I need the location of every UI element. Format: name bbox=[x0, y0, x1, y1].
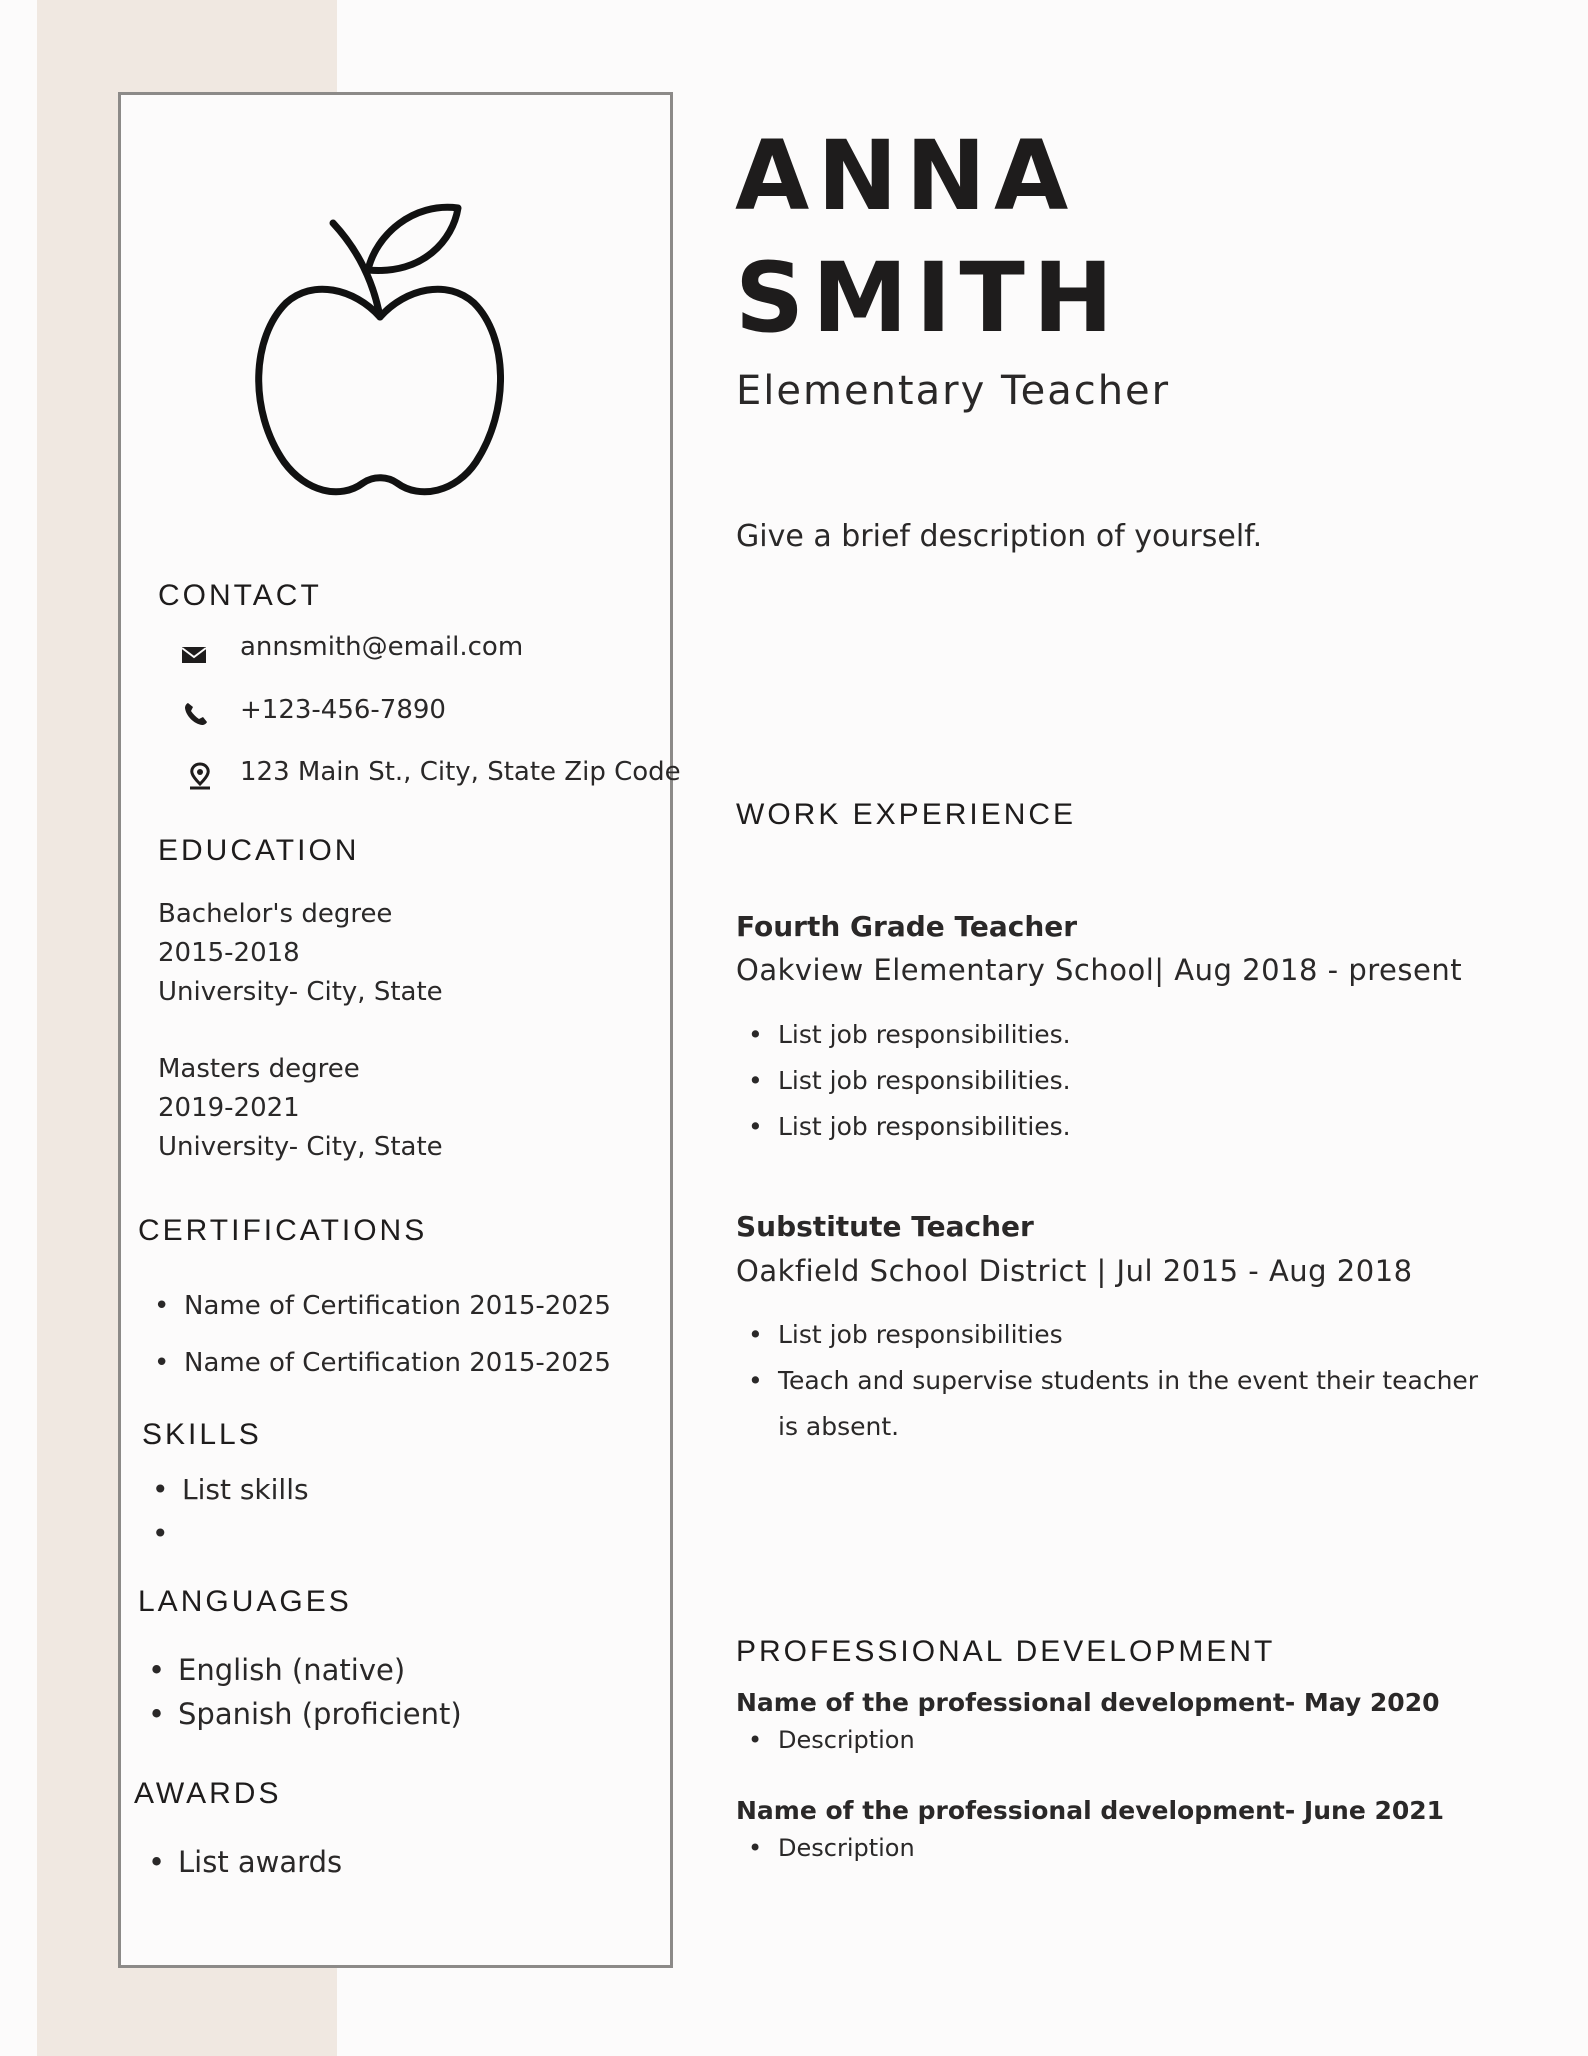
pd-item-name: Name of the professional development- June 2021 bbox=[736, 1796, 1445, 1825]
last-name: SMITH bbox=[735, 242, 1122, 354]
list-item: • List job responsibilities bbox=[748, 1312, 1478, 1358]
education-years: 2015-2018 bbox=[158, 938, 300, 968]
languages-title: LANGUAGES bbox=[138, 1585, 352, 1618]
education-years: 2019-2021 bbox=[158, 1093, 300, 1123]
professional-development-title: PROFESSIONAL DEVELOPMENT bbox=[736, 1635, 1276, 1668]
contact-phone[interactable]: +123-456-7890 bbox=[240, 695, 446, 725]
first-name: ANNA bbox=[735, 120, 1077, 232]
contact-email[interactable]: annsmith@email.com bbox=[240, 632, 524, 662]
education-school: University- City, State bbox=[158, 977, 443, 1007]
certifications-list bbox=[154, 1278, 611, 1392]
list-item-text: is absent. bbox=[778, 1412, 900, 1441]
certifications-title: CERTIFICATIONS bbox=[138, 1214, 428, 1247]
job-responsibilities bbox=[748, 1312, 1478, 1450]
education-degree: Bachelor's degree bbox=[158, 899, 393, 929]
list-item: • List awards bbox=[148, 1840, 342, 1884]
pd-item-name: Name of the professional development- May 2020 bbox=[736, 1688, 1440, 1717]
contact-address: 123 Main St., City, State Zip Code bbox=[240, 757, 681, 787]
job-meta: Oakfield School District | Jul 2015 - Aug 2018 bbox=[736, 1254, 1413, 1288]
skills-list bbox=[152, 1468, 309, 1556]
pd-description-list bbox=[748, 1724, 915, 1756]
education-title: EDUCATION bbox=[158, 834, 360, 867]
list-item-continuation bbox=[748, 1404, 1478, 1450]
list-item: • Name of Certification 2015-2025 bbox=[154, 1278, 611, 1335]
list-item: • Description bbox=[748, 1724, 915, 1756]
full-name bbox=[735, 115, 1121, 359]
job-role: Elementary Teacher bbox=[736, 368, 1171, 414]
job-meta: Oakview Elementary School| Aug 2018 - present bbox=[736, 953, 1463, 987]
list-item: • List skills bbox=[152, 1468, 309, 1512]
list-item: • Teach and supervise students in the event their teacher bbox=[748, 1358, 1478, 1404]
list-item: • English (native) bbox=[148, 1648, 462, 1692]
list-item: • List job responsibilities. bbox=[748, 1012, 1071, 1058]
location-pin-icon bbox=[186, 762, 214, 790]
list-item: • Name of Certification 2015-2025 bbox=[154, 1335, 611, 1392]
awards-title: AWARDS bbox=[134, 1777, 282, 1810]
list-item: • List job responsibilities. bbox=[748, 1104, 1071, 1150]
job-title: Substitute Teacher bbox=[736, 1210, 1034, 1243]
skills-title: SKILLS bbox=[142, 1418, 262, 1451]
list-item bbox=[152, 1512, 309, 1556]
education-entry bbox=[158, 895, 443, 1012]
envelope-icon bbox=[180, 640, 208, 668]
education-degree: Masters degree bbox=[158, 1054, 360, 1084]
profile-description: Give a brief description of yourself. bbox=[736, 519, 1263, 554]
list-item: • Spanish (proficient) bbox=[148, 1692, 462, 1736]
work-experience-title: WORK EXPERIENCE bbox=[736, 798, 1077, 831]
phone-icon bbox=[182, 700, 210, 728]
pd-description-list bbox=[748, 1832, 915, 1864]
list-item: • List job responsibilities. bbox=[748, 1058, 1071, 1104]
contact-title: CONTACT bbox=[158, 579, 322, 612]
job-responsibilities bbox=[748, 1012, 1071, 1150]
apple-icon bbox=[248, 200, 513, 500]
job-title: Fourth Grade Teacher bbox=[736, 910, 1078, 943]
awards-list bbox=[148, 1840, 342, 1884]
languages-list bbox=[148, 1648, 462, 1736]
list-item: • Description bbox=[748, 1832, 915, 1864]
education-school: University- City, State bbox=[158, 1132, 443, 1162]
education-entry bbox=[158, 1050, 443, 1167]
